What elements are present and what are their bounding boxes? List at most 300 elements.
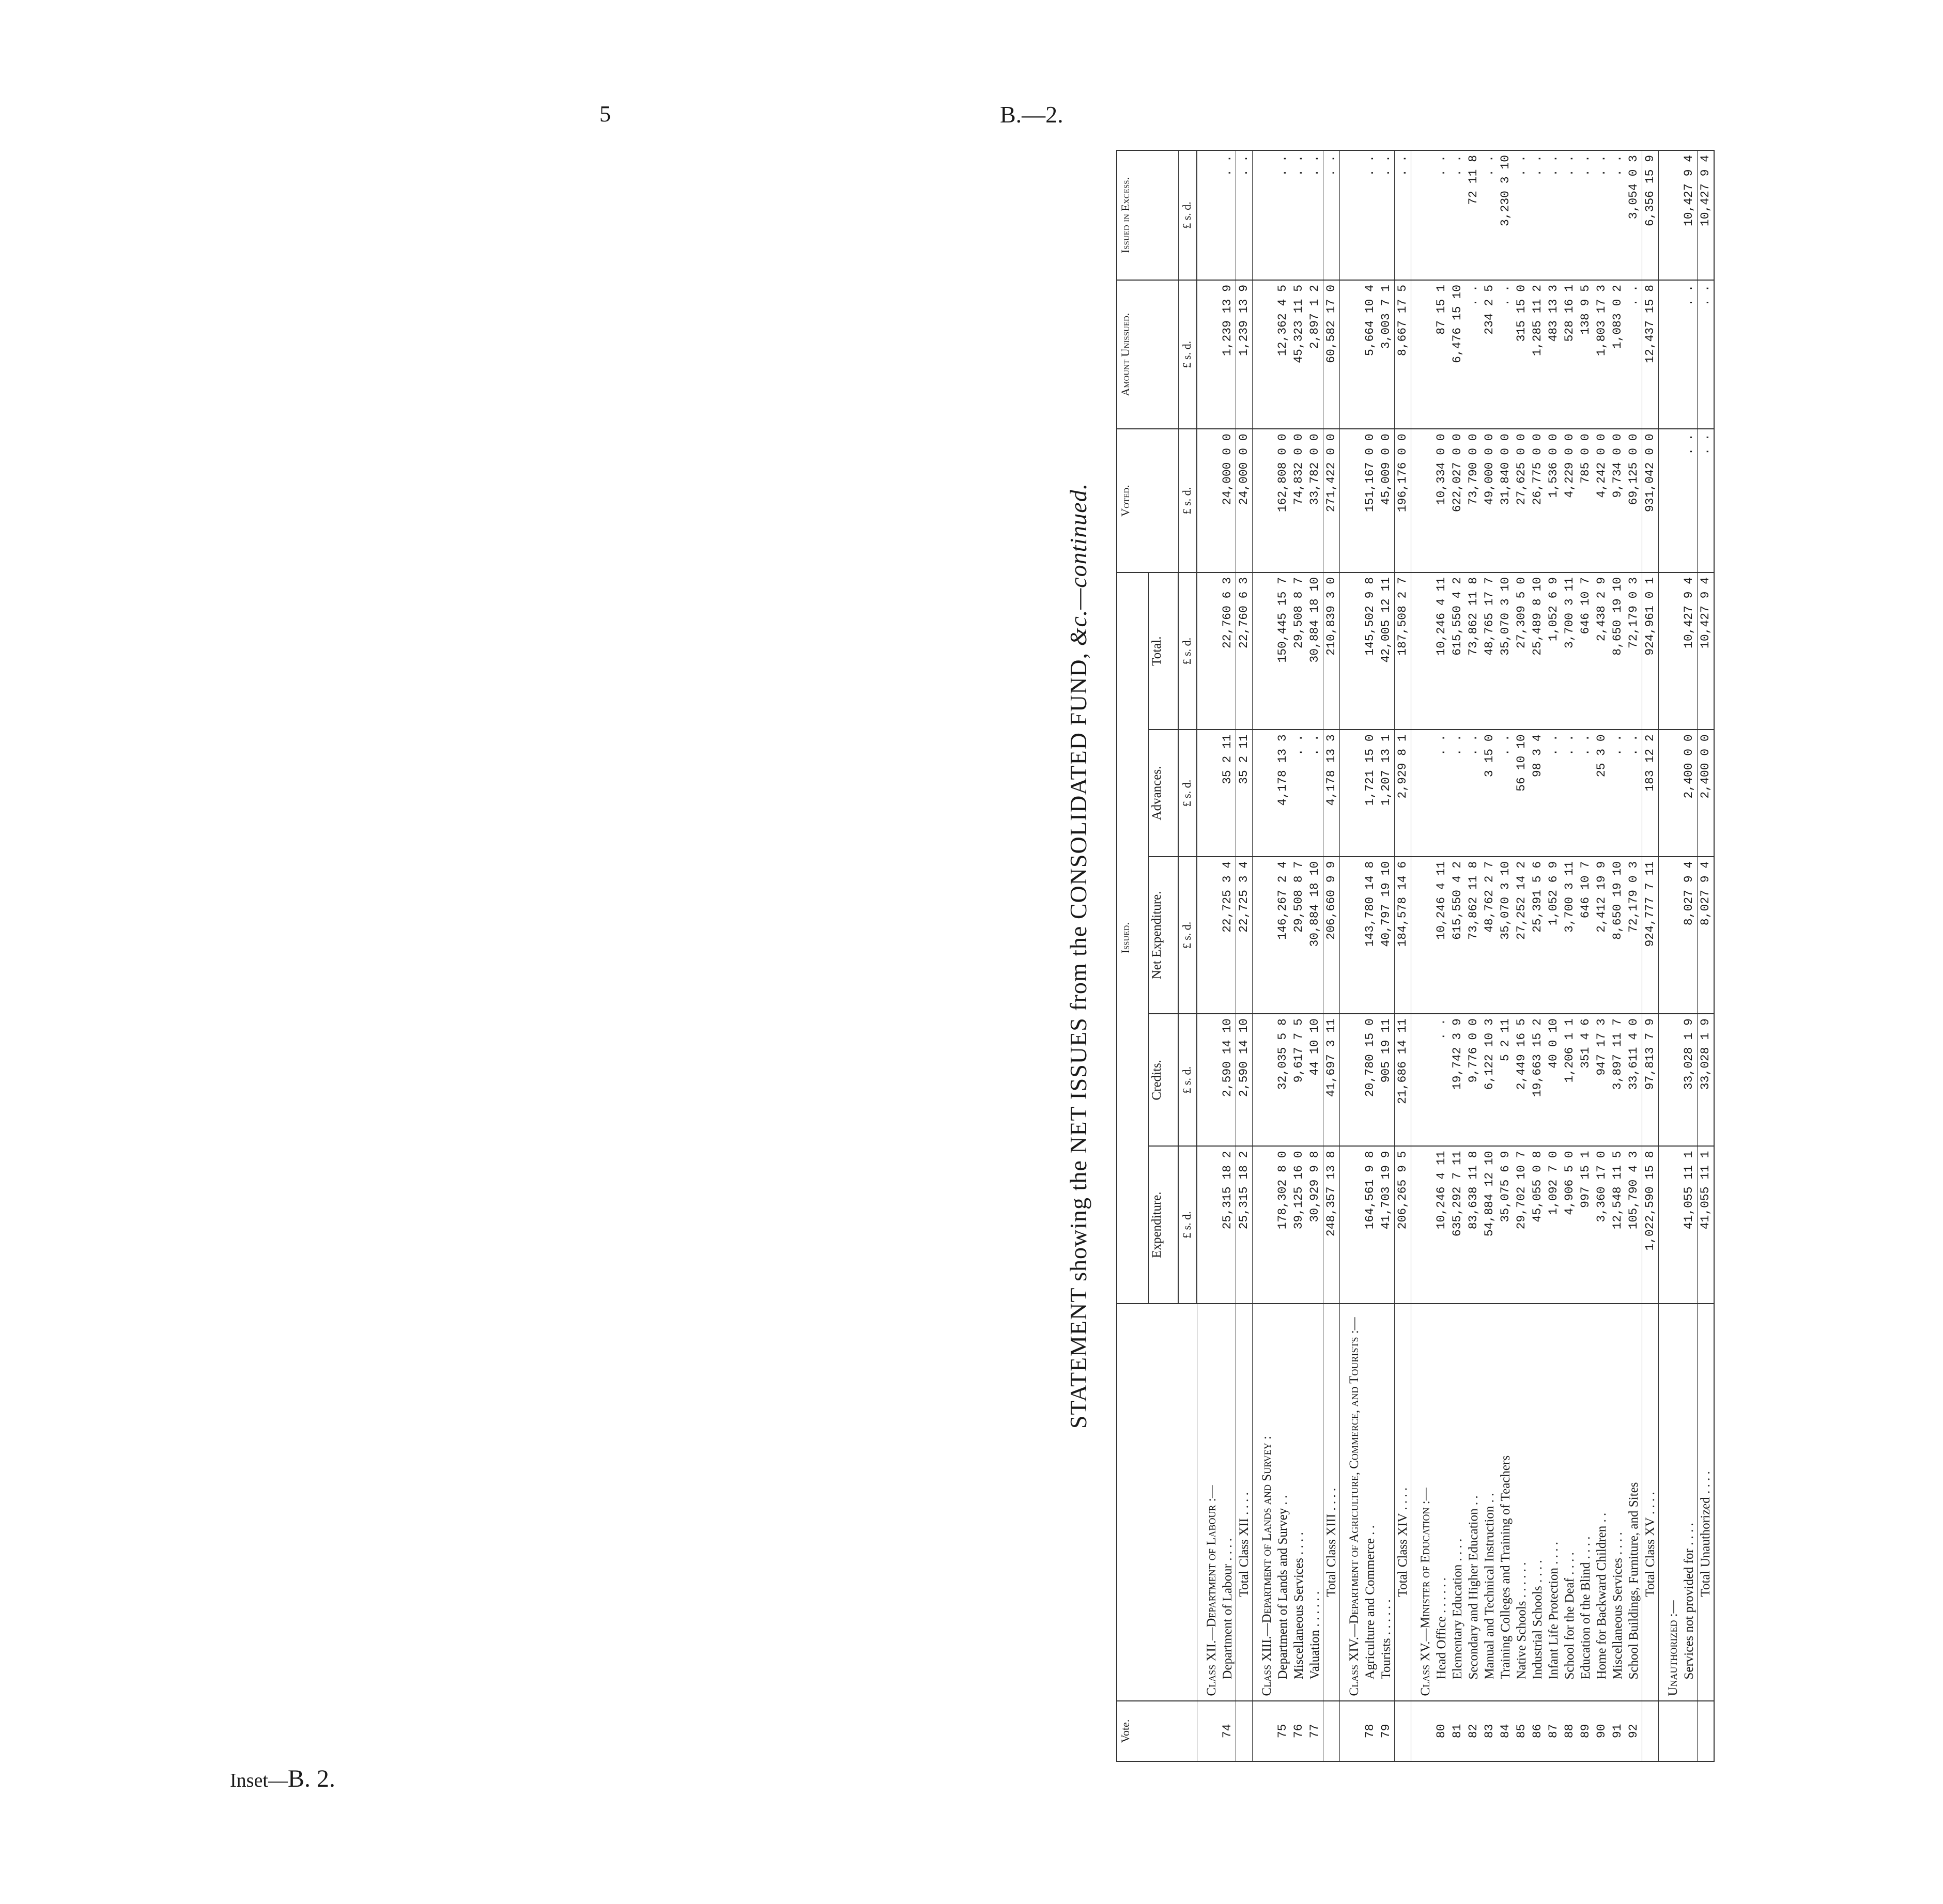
vote-number: 87	[1546, 1701, 1562, 1761]
cell-adv: 4,178 13 3	[1275, 730, 1291, 857]
header-expenditure: Expenditure.	[1149, 1146, 1179, 1303]
cell-excess: 10,427 9 4	[1681, 150, 1698, 280]
vote-number: 83	[1482, 1701, 1498, 1761]
cell-unissued: 138 9 5	[1578, 280, 1594, 429]
cell-cred: 19,663 15 2	[1530, 1014, 1546, 1146]
cell-adv	[1411, 730, 1433, 857]
cell-voted: 74,832 0 0	[1291, 429, 1307, 572]
cell-voted: 622,027 0 0	[1449, 429, 1466, 572]
cell-unissued	[1252, 280, 1275, 429]
cell-unissued: 12,437 15 8	[1642, 280, 1658, 429]
cell-total: 8,650 19 10	[1610, 572, 1626, 730]
total-row	[1394, 150, 1411, 1761]
vote-number	[1323, 1701, 1339, 1761]
cell-excess: . .	[1236, 150, 1252, 280]
table-row	[1610, 150, 1626, 1761]
table-row	[1594, 150, 1610, 1761]
cell-cred: 905 19 11	[1378, 1014, 1395, 1146]
cell-adv: . .	[1562, 730, 1578, 857]
cell-net: 40,797 19 10	[1378, 857, 1395, 1014]
cell-cred: 1,206 1 1	[1562, 1014, 1578, 1146]
row-description: Education of the Blind . . . .	[1578, 1304, 1594, 1701]
cell-total: 25,489 8 10	[1530, 572, 1546, 730]
document-reference: B.—2.	[1000, 101, 1063, 128]
cell-voted: 931,042 0 0	[1642, 429, 1658, 572]
cell-net: 1,052 6 9	[1546, 857, 1562, 1014]
cell-exp: 164,561 9 8	[1362, 1146, 1378, 1303]
table-row	[1378, 150, 1395, 1761]
cell-unissued: . .	[1626, 280, 1642, 429]
cell-cred: 21,686 14 11	[1394, 1014, 1411, 1146]
cell-total: 22,760 6 3	[1220, 572, 1236, 730]
cell-net: 143,780 14 8	[1362, 857, 1378, 1014]
cell-excess: . .	[1610, 150, 1626, 280]
cell-net: 206,660 9 9	[1323, 857, 1339, 1014]
cell-voted: 49,000 0 0	[1482, 429, 1498, 572]
total-row	[1323, 150, 1339, 1761]
vote-number: 78	[1362, 1701, 1378, 1761]
cell-exp	[1252, 1146, 1275, 1303]
cell-voted: 24,000 0 0	[1220, 429, 1236, 572]
vote-number: 90	[1594, 1701, 1610, 1761]
cell-exp: 997 15 1	[1578, 1146, 1594, 1303]
cell-exp: 105,790 4 3	[1626, 1146, 1642, 1303]
class-heading: Class XV.—Minister of Education :—	[1411, 1304, 1433, 1701]
cell-net: 615,550 4 2	[1449, 857, 1466, 1014]
cell-excess: . .	[1449, 150, 1466, 280]
vote-number: 91	[1610, 1701, 1626, 1761]
cell-unissued: 1,239 13 9	[1220, 280, 1236, 429]
vote-number	[1252, 1701, 1275, 1761]
row-description: Elementary Education . . . .	[1449, 1304, 1466, 1701]
cell-excess	[1252, 150, 1275, 280]
cell-excess: 3,054 0 3	[1626, 150, 1642, 280]
cell-excess: . .	[1378, 150, 1395, 280]
title-tail: &c.—continued.	[1065, 483, 1091, 646]
cell-voted: 24,000 0 0	[1236, 429, 1252, 572]
cell-net: 184,578 14 6	[1394, 857, 1411, 1014]
cell-voted: 785 0 0	[1578, 429, 1594, 572]
cell-net: 22,725 3 4	[1236, 857, 1252, 1014]
cell-exp: 41,703 19 9	[1378, 1146, 1395, 1303]
class-heading-row	[1339, 150, 1362, 1761]
row-description: Total Class XIV . . . .	[1394, 1304, 1411, 1701]
vote-number: 86	[1530, 1701, 1546, 1761]
header-advances: Advances.	[1149, 730, 1179, 857]
cell-net	[1339, 857, 1362, 1014]
cell-total: 48,765 17 7	[1482, 572, 1498, 730]
cell-cred	[1197, 1014, 1220, 1146]
cell-total	[1411, 572, 1433, 730]
cell-adv: 1,207 13 1	[1378, 730, 1395, 857]
cell-excess: . .	[1594, 150, 1610, 280]
cell-voted: . .	[1681, 429, 1698, 572]
cell-voted: 33,782 0 0	[1307, 429, 1323, 572]
cell-adv	[1658, 730, 1681, 857]
cell-net: 2,412 19 9	[1594, 857, 1610, 1014]
cell-net: 48,762 2 7	[1482, 857, 1498, 1014]
cell-unissued: . .	[1681, 280, 1698, 429]
cell-adv	[1252, 730, 1275, 857]
cell-unissued	[1658, 280, 1681, 429]
vote-number	[1197, 1701, 1220, 1761]
cell-voted: 162,808 0 0	[1275, 429, 1291, 572]
row-description: Industrial Schools . . . .	[1530, 1304, 1546, 1701]
cell-unissued: 483 13 3	[1546, 280, 1562, 429]
unit-expenditure: £ s. d.	[1178, 1146, 1197, 1303]
cell-unissued: . .	[1697, 280, 1714, 429]
cell-unissued: 1,083 0 2	[1610, 280, 1626, 429]
cell-net: 29,508 8 7	[1291, 857, 1307, 1014]
cell-cred: 9,776 0 0	[1466, 1014, 1482, 1146]
cell-total: 42,005 12 11	[1378, 572, 1395, 730]
table-row	[1307, 150, 1323, 1761]
row-description: Miscellaneous Services . . . .	[1291, 1304, 1307, 1701]
cell-voted: 26,775 0 0	[1530, 429, 1546, 572]
cell-excess: . .	[1291, 150, 1307, 280]
cell-adv: . .	[1610, 730, 1626, 857]
cell-exp: 54,884 12 10	[1482, 1146, 1498, 1303]
cell-excess: . .	[1220, 150, 1236, 280]
cell-adv	[1339, 730, 1362, 857]
row-description: Total Unauthorized . . . .	[1697, 1304, 1714, 1701]
vote-number: 79	[1378, 1701, 1395, 1761]
cell-total: 10,246 4 11	[1433, 572, 1449, 730]
unit-total: £ s. d.	[1178, 572, 1197, 730]
cell-net: 924,777 7 11	[1642, 857, 1658, 1014]
cell-cred	[1658, 1014, 1681, 1146]
class-heading: Class XIII.—Department of Lands and Survey :	[1252, 1304, 1275, 1701]
cell-exp	[1411, 1146, 1433, 1303]
row-description: Department of Labour . . . .	[1220, 1304, 1236, 1701]
cell-excess: 6,356 15 9	[1642, 150, 1658, 280]
cell-voted: 151,167 0 0	[1362, 429, 1378, 572]
cell-excess: 3,230 3 10	[1498, 150, 1514, 280]
header-amount-unissued: Amount Unissued.	[1117, 280, 1178, 429]
vote-number: 81	[1449, 1701, 1466, 1761]
vote-number: 80	[1433, 1701, 1449, 1761]
table-row	[1275, 150, 1291, 1761]
class-heading-row	[1252, 150, 1275, 1761]
table-row	[1546, 150, 1562, 1761]
header-credits: Credits.	[1149, 1014, 1179, 1146]
rotated-statement	[1065, 150, 1943, 1762]
table-row	[1449, 150, 1466, 1761]
vote-number: 77	[1307, 1701, 1323, 1761]
cell-voted	[1197, 429, 1220, 572]
vote-number	[1697, 1701, 1714, 1761]
cell-exp: 4,906 5 0	[1562, 1146, 1578, 1303]
table-row	[1530, 150, 1546, 1761]
cell-excess	[1339, 150, 1362, 280]
cell-exp: 178,302 8 0	[1275, 1146, 1291, 1303]
cell-net	[1252, 857, 1275, 1014]
cell-unissued: 12,362 4 5	[1275, 280, 1291, 429]
table-row	[1433, 150, 1449, 1761]
row-description: Services not provided for . . . .	[1681, 1304, 1698, 1701]
cell-total: 3,700 3 11	[1562, 572, 1578, 730]
unit-credits: £ s. d.	[1178, 1014, 1197, 1146]
cell-adv: . .	[1578, 730, 1594, 857]
row-description: Valuation . . . . . .	[1307, 1304, 1323, 1701]
vote-number: 76	[1291, 1701, 1307, 1761]
cell-excess: . .	[1546, 150, 1562, 280]
cell-excess: 72 11 8	[1466, 150, 1482, 280]
net-issues-table	[1116, 150, 1715, 1762]
cell-exp: 248,357 13 8	[1323, 1146, 1339, 1303]
cell-cred: 2,590 14 10	[1220, 1014, 1236, 1146]
table-row	[1562, 150, 1578, 1761]
cell-net: 72,179 0 3	[1626, 857, 1642, 1014]
cell-cred: . .	[1433, 1014, 1449, 1146]
cell-excess	[1411, 150, 1433, 280]
row-description: Head Office . . . . . .	[1433, 1304, 1449, 1701]
cell-excess	[1658, 150, 1681, 280]
cell-adv: 183 12 2	[1642, 730, 1658, 857]
unit-voted: £ s. d.	[1178, 429, 1197, 572]
cell-excess: . .	[1394, 150, 1411, 280]
vote-number: 85	[1514, 1701, 1530, 1761]
cell-net: 3,700 3 11	[1562, 857, 1578, 1014]
cell-total: 2,438 2 9	[1594, 572, 1610, 730]
cell-adv: . .	[1498, 730, 1514, 857]
cell-total: 72,179 0 3	[1626, 572, 1642, 730]
cell-net: 22,725 3 4	[1220, 857, 1236, 1014]
header-issued: Issued.	[1117, 572, 1149, 1304]
cell-excess: . .	[1323, 150, 1339, 280]
page-number: 5	[599, 101, 611, 127]
row-description: Home for Backward Children . .	[1594, 1304, 1610, 1701]
cell-adv: 2,400 0 0	[1681, 730, 1698, 857]
cell-voted: . .	[1697, 429, 1714, 572]
cell-exp: 30,929 9 8	[1307, 1146, 1323, 1303]
cell-voted: 69,125 0 0	[1626, 429, 1642, 572]
cell-net	[1411, 857, 1433, 1014]
cell-total	[1658, 572, 1681, 730]
cell-net: 8,027 9 4	[1681, 857, 1698, 1014]
table-row	[1291, 150, 1307, 1761]
cell-adv: 35 2 11	[1220, 730, 1236, 857]
cell-voted: 10,334 0 0	[1433, 429, 1449, 572]
cell-net: 646 10 7	[1578, 857, 1594, 1014]
cell-voted: 45,009 0 0	[1378, 429, 1395, 572]
cell-total: 1,052 6 9	[1546, 572, 1562, 730]
title-main: STATEMENT showing the NET ISSUES from the CONSOLIDATED FUND,	[1065, 646, 1091, 1429]
cell-voted: 1,536 0 0	[1546, 429, 1562, 572]
table-row	[1681, 150, 1698, 1761]
cell-adv: 98 3 4	[1530, 730, 1546, 857]
cell-cred: 9,617 7 5	[1291, 1014, 1307, 1146]
cell-excess: . .	[1482, 150, 1498, 280]
unit-net-expenditure: £ s. d.	[1178, 857, 1197, 1014]
cell-excess: . .	[1307, 150, 1323, 280]
cell-net: 10,246 4 11	[1433, 857, 1449, 1014]
cell-net: 27,252 14 2	[1514, 857, 1530, 1014]
cell-exp: 83,638 11 8	[1466, 1146, 1482, 1303]
cell-unissued: 8,667 17 5	[1394, 280, 1411, 429]
cell-net: 25,391 5 6	[1530, 857, 1546, 1014]
cell-net	[1658, 857, 1681, 1014]
cell-cred: 33,611 4 0	[1626, 1014, 1642, 1146]
cell-cred: 44 10 10	[1307, 1014, 1323, 1146]
cell-total: 30,884 18 10	[1307, 572, 1323, 730]
cell-cred: 41,697 3 11	[1323, 1014, 1339, 1146]
inset-code: B. 2.	[287, 1765, 335, 1792]
cell-exp: 635,292 7 11	[1449, 1146, 1466, 1303]
cell-adv: 2,400 0 0	[1697, 730, 1714, 857]
cell-unissued: 1,239 13 9	[1236, 280, 1252, 429]
cell-adv: . .	[1626, 730, 1642, 857]
cell-total: 10,427 9 4	[1697, 572, 1714, 730]
table-row	[1482, 150, 1498, 1761]
cell-net: 8,650 19 10	[1610, 857, 1626, 1014]
cell-voted: 31,840 0 0	[1498, 429, 1514, 572]
cell-adv: . .	[1546, 730, 1562, 857]
cell-voted: 9,734 0 0	[1610, 429, 1626, 572]
cell-unissued: 45,323 11 5	[1291, 280, 1307, 429]
cell-total: 924,961 0 1	[1642, 572, 1658, 730]
row-description: Infant Life Protection . . . .	[1546, 1304, 1562, 1701]
cell-adv: . .	[1466, 730, 1482, 857]
cell-adv: 4,178 13 3	[1323, 730, 1339, 857]
cell-exp: 3,360 17 0	[1594, 1146, 1610, 1303]
unit-amount-unissued: £ s. d.	[1178, 280, 1197, 429]
cell-exp: 12,548 11 5	[1610, 1146, 1626, 1303]
cell-total: 210,839 3 0	[1323, 572, 1339, 730]
cell-cred: 19,742 3 9	[1449, 1014, 1466, 1146]
cell-total: 187,508 2 7	[1394, 572, 1411, 730]
cell-cred: 2,590 14 10	[1236, 1014, 1252, 1146]
cell-cred: 947 17 3	[1594, 1014, 1610, 1146]
vote-number	[1642, 1701, 1658, 1761]
table-row	[1466, 150, 1482, 1761]
cell-adv: 56 10 10	[1514, 730, 1530, 857]
vote-number: 89	[1578, 1701, 1594, 1761]
header-voted: Voted.	[1117, 429, 1178, 572]
cell-exp: 1,092 7 0	[1546, 1146, 1562, 1303]
cell-unissued: 3,003 7 1	[1378, 280, 1395, 429]
table-row	[1498, 150, 1514, 1761]
cell-excess: . .	[1578, 150, 1594, 280]
cell-voted	[1658, 429, 1681, 572]
statement-title	[1065, 150, 1106, 1762]
row-description: Tourists . . . . . .	[1378, 1304, 1395, 1701]
vote-number	[1339, 1701, 1362, 1761]
row-description: Total Class XV . . . .	[1642, 1304, 1658, 1701]
vote-number	[1411, 1701, 1433, 1761]
vote-number	[1394, 1701, 1411, 1761]
cell-voted	[1252, 429, 1275, 572]
cell-total: 27,309 5 0	[1514, 572, 1530, 730]
cell-net: 35,070 3 10	[1498, 857, 1514, 1014]
cell-exp: 39,125 16 0	[1291, 1146, 1307, 1303]
cell-cred: 2,449 16 5	[1514, 1014, 1530, 1146]
class-heading: Class XII.—Department of Labour :—	[1197, 1304, 1220, 1701]
cell-exp: 10,246 4 11	[1433, 1146, 1449, 1303]
cell-unissued	[1339, 280, 1362, 429]
cell-total	[1339, 572, 1362, 730]
vote-number	[1236, 1701, 1252, 1761]
cell-adv: . .	[1307, 730, 1323, 857]
unit-issued-in-excess: £ s. d.	[1178, 150, 1197, 280]
class-heading-row	[1658, 150, 1681, 1761]
cell-cred	[1339, 1014, 1362, 1146]
header-description	[1117, 1304, 1197, 1701]
cell-total: 145,502 9 8	[1362, 572, 1378, 730]
cell-net: 8,027 9 4	[1697, 857, 1714, 1014]
cell-cred: 32,035 5 8	[1275, 1014, 1291, 1146]
row-description: Agriculture and Commerce . .	[1362, 1304, 1378, 1701]
cell-total: 10,427 9 4	[1681, 572, 1698, 730]
inset-reference	[230, 1764, 335, 1793]
cell-adv: 3 15 0	[1482, 730, 1498, 857]
cell-adv: . .	[1291, 730, 1307, 857]
cell-exp: 1,022,590 15 8	[1642, 1146, 1658, 1303]
vote-number: 84	[1498, 1701, 1514, 1761]
vote-number: 75	[1275, 1701, 1291, 1761]
header-vote: Vote.	[1117, 1701, 1197, 1761]
vote-number: 82	[1466, 1701, 1482, 1761]
cell-cred: 33,028 1 9	[1681, 1014, 1698, 1146]
table-row	[1578, 150, 1594, 1761]
row-description: Manual and Technical Instruction . .	[1482, 1304, 1498, 1701]
cell-cred: 97,813 7 9	[1642, 1014, 1658, 1146]
cell-unissued: 528 16 1	[1562, 280, 1578, 429]
row-description: Native Schools . . . . . .	[1514, 1304, 1530, 1701]
cell-total	[1252, 572, 1275, 730]
cell-voted: 196,176 0 0	[1394, 429, 1411, 572]
cell-unissued: . .	[1466, 280, 1482, 429]
cell-total: 29,508 8 7	[1291, 572, 1307, 730]
header-total: Total.	[1149, 572, 1179, 730]
cell-unissued: 6,476 15 10	[1449, 280, 1466, 429]
cell-voted: 73,790 0 0	[1466, 429, 1482, 572]
class-heading: Unauthorized :—	[1658, 1304, 1681, 1701]
inset-prefix: Inset—	[230, 1770, 288, 1791]
cell-exp: 35,075 6 9	[1498, 1146, 1514, 1303]
cell-unissued	[1197, 280, 1220, 429]
cell-adv: 35 2 11	[1236, 730, 1252, 857]
cell-cred: 3,897 11 7	[1610, 1014, 1626, 1146]
cell-unissued: 1,803 17 3	[1594, 280, 1610, 429]
cell-exp: 45,055 0 8	[1530, 1146, 1546, 1303]
cell-excess: 10,427 9 4	[1697, 150, 1714, 280]
cell-excess: . .	[1433, 150, 1449, 280]
cell-unissued: 2,897 1 2	[1307, 280, 1323, 429]
cell-unissued: 87 15 1	[1433, 280, 1449, 429]
row-description: Total Class XII . . . .	[1236, 1304, 1252, 1701]
cell-adv: 1,721 15 0	[1362, 730, 1378, 857]
row-description: School Buildings, Furniture, and Sites	[1626, 1304, 1642, 1701]
cell-unissued: 5,664 10 4	[1362, 280, 1378, 429]
cell-voted: 4,229 0 0	[1562, 429, 1578, 572]
row-description: Department of Lands and Survey . .	[1275, 1304, 1291, 1701]
total-row	[1697, 150, 1714, 1761]
cell-unissued: 315 15 0	[1514, 280, 1530, 429]
cell-excess: . .	[1514, 150, 1530, 280]
row-description: Total Class XIII . . . .	[1323, 1304, 1339, 1701]
cell-voted: 271,422 0 0	[1323, 429, 1339, 572]
cell-cred: 5 2 11	[1498, 1014, 1514, 1146]
cell-exp	[1658, 1146, 1681, 1303]
cell-adv: . .	[1433, 730, 1449, 857]
header-issued-in-excess: Issued in Excess.	[1117, 150, 1178, 280]
cell-exp: 25,315 18 2	[1236, 1146, 1252, 1303]
row-description: School for the Deaf . . . .	[1562, 1304, 1578, 1701]
row-description: Miscellaneous Services . . . .	[1610, 1304, 1626, 1701]
vote-number: 92	[1626, 1701, 1642, 1761]
cell-unissued: . .	[1498, 280, 1514, 429]
